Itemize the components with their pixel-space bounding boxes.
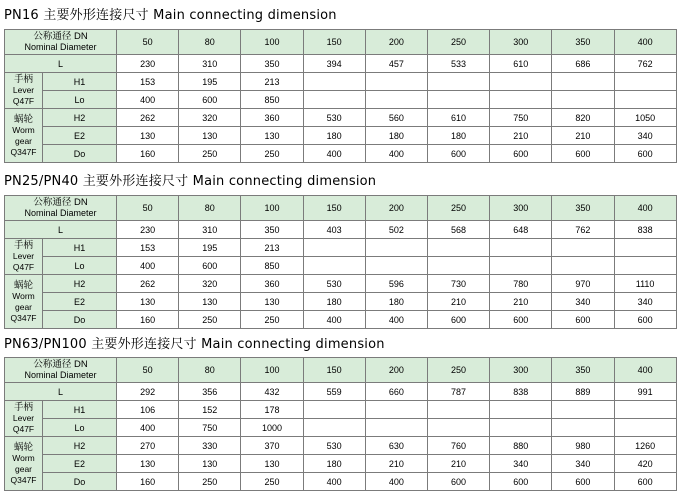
E2-value: 130 — [117, 455, 179, 473]
table-row — [5, 91, 677, 109]
L-value: 648 — [490, 221, 552, 239]
H2-value: 750 — [490, 109, 552, 127]
worm-cn: 蜗轮 — [13, 279, 33, 291]
Do-value: 600 — [427, 473, 489, 491]
L-value: 403 — [303, 221, 365, 239]
worm-en: Worm gear — [12, 124, 35, 146]
Do-value: 400 — [303, 145, 365, 163]
H1-value — [490, 401, 552, 419]
nominal-diameter-en: Nominal Diameter — [24, 208, 97, 218]
Do-value: 160 — [117, 311, 179, 329]
H1-value — [552, 239, 614, 257]
L-value: 350 — [241, 55, 303, 73]
L-value: 889 — [552, 383, 614, 401]
H1-value — [427, 401, 489, 419]
L-value: 230 — [117, 55, 179, 73]
row-label-H1: H1 — [43, 401, 117, 419]
Lo-value — [490, 419, 552, 437]
dn-value: 250 — [427, 196, 489, 221]
Do-value: 160 — [117, 145, 179, 163]
Do-value: 600 — [490, 473, 552, 491]
dn-value: 200 — [365, 358, 427, 383]
dn-value: 200 — [365, 30, 427, 55]
dn-value: 150 — [303, 196, 365, 221]
worm-gear-group-label — [5, 109, 43, 163]
row-label-L: L — [5, 383, 117, 401]
L-value: 310 — [179, 221, 241, 239]
H2-value: 970 — [552, 275, 614, 293]
L-value: 292 — [117, 383, 179, 401]
nominal-diameter-en: Nominal Diameter — [24, 42, 97, 52]
section-title: PN16 主要外形连接尺寸 Main connecting dimension — [4, 8, 337, 23]
row-label-H2: H2 — [43, 437, 117, 455]
dn-value: 300 — [490, 196, 552, 221]
L-value: 762 — [614, 55, 676, 73]
nominal-diameter-cn: 公称通径 DN — [33, 31, 88, 42]
lever-en: Lever Q47F — [12, 85, 35, 106]
dn-value: 80 — [179, 30, 241, 55]
Lo-value: 400 — [117, 257, 179, 275]
H2-value: 560 — [365, 109, 427, 127]
dimension-table — [4, 195, 677, 329]
dn-value: 350 — [552, 358, 614, 383]
Lo-value — [552, 257, 614, 275]
L-value: 457 — [365, 55, 427, 73]
L-value: 394 — [303, 55, 365, 73]
L-value: 610 — [490, 55, 552, 73]
dn-value: 250 — [427, 30, 489, 55]
L-value: 686 — [552, 55, 614, 73]
Lo-value: 400 — [117, 419, 179, 437]
dn-value: 50 — [117, 30, 179, 55]
dn-value: 150 — [303, 30, 365, 55]
Do-value: 250 — [241, 145, 303, 163]
H2-value: 630 — [365, 437, 427, 455]
lever-cn: 手柄 — [13, 240, 33, 251]
dn-value: 100 — [241, 30, 303, 55]
section-title: PN63/PN100 主要外形连接尺寸 Main connecting dimension — [4, 337, 385, 352]
worm-model: Q347F — [10, 312, 37, 323]
E2-value: 340 — [490, 455, 552, 473]
Do-value: 600 — [614, 311, 676, 329]
Lo-value: 600 — [179, 257, 241, 275]
dn-value: 80 — [179, 358, 241, 383]
H2-value: 330 — [179, 437, 241, 455]
row-label-H1: H1 — [43, 73, 117, 91]
Do-value: 600 — [552, 145, 614, 163]
H1-value — [303, 401, 365, 419]
H1-value: 195 — [179, 73, 241, 91]
Lo-value — [427, 419, 489, 437]
H2-value: 760 — [427, 437, 489, 455]
table-header-row — [5, 358, 677, 383]
worm-cn: 蜗轮 — [13, 441, 33, 453]
H1-value: 153 — [117, 73, 179, 91]
E2-value: 180 — [365, 127, 427, 145]
L-value: 568 — [427, 221, 489, 239]
H1-value — [303, 239, 365, 257]
table-row — [5, 383, 677, 401]
dn-value: 50 — [117, 358, 179, 383]
Do-value: 400 — [303, 311, 365, 329]
L-value: 559 — [303, 383, 365, 401]
dn-value: 80 — [179, 196, 241, 221]
H1-value: 213 — [241, 239, 303, 257]
dn-value: 50 — [117, 196, 179, 221]
Lo-value — [303, 91, 365, 109]
nominal-diameter-en: Nominal Diameter — [24, 370, 97, 380]
H2-value: 880 — [490, 437, 552, 455]
table-row — [5, 419, 677, 437]
H2-value: 262 — [117, 275, 179, 293]
worm-en: Worm gear — [12, 452, 35, 474]
Lo-value — [614, 419, 676, 437]
nominal-diameter-cn: 公称通径 DN — [33, 359, 88, 370]
H1-value: 213 — [241, 73, 303, 91]
H1-value — [552, 401, 614, 419]
table-row — [5, 311, 677, 329]
Lo-value — [552, 419, 614, 437]
H1-value: 153 — [117, 239, 179, 257]
Do-value: 600 — [490, 145, 552, 163]
dn-value: 100 — [241, 196, 303, 221]
Lo-value — [490, 257, 552, 275]
E2-value: 210 — [490, 293, 552, 311]
L-value: 762 — [552, 221, 614, 239]
Do-value: 400 — [303, 473, 365, 491]
lever-group-label — [5, 239, 43, 275]
table-row — [5, 73, 677, 91]
worm-gear-group-label — [5, 437, 43, 491]
H1-value — [303, 73, 365, 91]
Lo-value: 400 — [117, 91, 179, 109]
H1-value — [365, 239, 427, 257]
row-label-H2: H2 — [43, 275, 117, 293]
dimension-table — [4, 29, 677, 163]
row-label-H2: H2 — [43, 109, 117, 127]
H2-value: 1110 — [614, 275, 676, 293]
dn-value: 350 — [552, 30, 614, 55]
dn-value: 400 — [614, 196, 676, 221]
Lo-value — [365, 91, 427, 109]
Do-value: 400 — [365, 473, 427, 491]
Lo-value — [303, 419, 365, 437]
row-label-Do: Do — [43, 145, 117, 163]
L-value: 502 — [365, 221, 427, 239]
E2-value: 180 — [365, 293, 427, 311]
L-value: 350 — [241, 221, 303, 239]
E2-value: 210 — [427, 293, 489, 311]
Lo-value: 750 — [179, 419, 241, 437]
H2-value: 270 — [117, 437, 179, 455]
H1-value: 178 — [241, 401, 303, 419]
table-row — [5, 455, 677, 473]
H1-value — [365, 401, 427, 419]
H2-value: 780 — [490, 275, 552, 293]
dn-value: 100 — [241, 358, 303, 383]
row-label-Lo: Lo — [43, 257, 117, 275]
Lo-value: 850 — [241, 91, 303, 109]
H1-value — [614, 73, 676, 91]
Do-value: 400 — [365, 311, 427, 329]
E2-value: 180 — [427, 127, 489, 145]
L-value: 356 — [179, 383, 241, 401]
Lo-value: 1000 — [241, 419, 303, 437]
E2-value: 210 — [552, 127, 614, 145]
Do-value: 250 — [241, 473, 303, 491]
row-label-L: L — [5, 55, 117, 73]
row-label-L: L — [5, 221, 117, 239]
L-value: 838 — [490, 383, 552, 401]
lever-cn: 手柄 — [13, 402, 33, 413]
H1-value — [490, 73, 552, 91]
E2-value: 210 — [427, 455, 489, 473]
lever-group-label — [5, 401, 43, 437]
H2-value: 262 — [117, 109, 179, 127]
dn-value: 150 — [303, 358, 365, 383]
L-value: 310 — [179, 55, 241, 73]
E2-value: 210 — [365, 455, 427, 473]
H1-value — [365, 73, 427, 91]
H2-value: 530 — [303, 437, 365, 455]
dn-value: 300 — [490, 358, 552, 383]
row-label-E2: E2 — [43, 455, 117, 473]
H2-value: 1050 — [614, 109, 676, 127]
table-row — [5, 127, 677, 145]
Do-value: 600 — [552, 473, 614, 491]
E2-value: 420 — [614, 455, 676, 473]
Do-value: 250 — [179, 473, 241, 491]
L-value: 838 — [614, 221, 676, 239]
section-title: PN25/PN40 主要外形连接尺寸 Main connecting dimension — [4, 174, 377, 189]
dn-value: 400 — [614, 358, 676, 383]
Lo-value — [614, 91, 676, 109]
Do-value: 600 — [490, 311, 552, 329]
dn-value: 250 — [427, 358, 489, 383]
H2-value: 320 — [179, 275, 241, 293]
E2-value: 210 — [490, 127, 552, 145]
table-row — [5, 239, 677, 257]
Lo-value — [427, 257, 489, 275]
row-label-E2: E2 — [43, 293, 117, 311]
E2-value: 130 — [117, 293, 179, 311]
H1-value — [552, 73, 614, 91]
Lo-value — [365, 257, 427, 275]
dn-value: 350 — [552, 196, 614, 221]
table-row — [5, 275, 677, 293]
nominal-diameter-header — [5, 196, 117, 221]
table-row — [5, 401, 677, 419]
worm-model: Q347F — [10, 474, 37, 485]
E2-value: 340 — [614, 293, 676, 311]
Do-value: 600 — [552, 311, 614, 329]
dn-value: 400 — [614, 30, 676, 55]
Do-value: 160 — [117, 473, 179, 491]
H1-value — [490, 239, 552, 257]
Lo-value — [614, 257, 676, 275]
worm-model: Q347F — [10, 146, 37, 157]
table-row — [5, 55, 677, 73]
table-row — [5, 145, 677, 163]
H2-value: 596 — [365, 275, 427, 293]
H2-value: 1260 — [614, 437, 676, 455]
L-value: 660 — [365, 383, 427, 401]
Lo-value: 600 — [179, 91, 241, 109]
E2-value: 180 — [303, 455, 365, 473]
dn-value: 300 — [490, 30, 552, 55]
H1-value — [614, 239, 676, 257]
E2-value: 130 — [241, 127, 303, 145]
worm-gear-group-label — [5, 275, 43, 329]
Do-value: 600 — [427, 145, 489, 163]
L-value: 787 — [427, 383, 489, 401]
row-label-E2: E2 — [43, 127, 117, 145]
row-label-Do: Do — [43, 473, 117, 491]
H1-value: 106 — [117, 401, 179, 419]
H2-value: 610 — [427, 109, 489, 127]
Lo-value — [552, 91, 614, 109]
H2-value: 360 — [241, 275, 303, 293]
lever-en: Lever Q47F — [12, 251, 35, 272]
table-row — [5, 221, 677, 239]
L-value: 991 — [614, 383, 676, 401]
Do-value: 600 — [614, 145, 676, 163]
table-row — [5, 293, 677, 311]
H1-value — [427, 73, 489, 91]
table-header-row — [5, 30, 677, 55]
table-header-row — [5, 196, 677, 221]
Do-value: 600 — [614, 473, 676, 491]
table-row — [5, 257, 677, 275]
row-label-H1: H1 — [43, 239, 117, 257]
Lo-value — [303, 257, 365, 275]
table-row — [5, 109, 677, 127]
Lo-value — [490, 91, 552, 109]
Do-value: 250 — [179, 145, 241, 163]
nominal-diameter-header — [5, 358, 117, 383]
H2-value: 820 — [552, 109, 614, 127]
H2-value: 370 — [241, 437, 303, 455]
H1-value: 195 — [179, 239, 241, 257]
L-value: 533 — [427, 55, 489, 73]
E2-value: 340 — [552, 293, 614, 311]
Lo-value — [365, 419, 427, 437]
dimension-table — [4, 357, 677, 491]
lever-cn: 手柄 — [13, 74, 33, 85]
E2-value: 130 — [179, 293, 241, 311]
E2-value: 130 — [179, 127, 241, 145]
H2-value: 980 — [552, 437, 614, 455]
nominal-diameter-cn: 公称通径 DN — [33, 197, 88, 208]
H1-value — [614, 401, 676, 419]
H1-value: 152 — [179, 401, 241, 419]
H2-value: 530 — [303, 109, 365, 127]
H1-value — [427, 239, 489, 257]
Lo-value: 850 — [241, 257, 303, 275]
E2-value: 130 — [179, 455, 241, 473]
Do-value: 400 — [365, 145, 427, 163]
lever-group-label — [5, 73, 43, 109]
E2-value: 130 — [241, 455, 303, 473]
L-value: 230 — [117, 221, 179, 239]
E2-value: 180 — [303, 293, 365, 311]
E2-value: 340 — [614, 127, 676, 145]
H2-value: 320 — [179, 109, 241, 127]
worm-en: Worm gear — [12, 290, 35, 312]
Lo-value — [427, 91, 489, 109]
H2-value: 730 — [427, 275, 489, 293]
E2-value: 130 — [241, 293, 303, 311]
row-label-Lo: Lo — [43, 419, 117, 437]
row-label-Do: Do — [43, 311, 117, 329]
table-row — [5, 437, 677, 455]
nominal-diameter-header — [5, 30, 117, 55]
E2-value: 130 — [117, 127, 179, 145]
dn-value: 200 — [365, 196, 427, 221]
L-value: 432 — [241, 383, 303, 401]
E2-value: 340 — [552, 455, 614, 473]
H2-value: 530 — [303, 275, 365, 293]
E2-value: 180 — [303, 127, 365, 145]
Do-value: 250 — [179, 311, 241, 329]
H2-value: 360 — [241, 109, 303, 127]
row-label-Lo: Lo — [43, 91, 117, 109]
Do-value: 250 — [241, 311, 303, 329]
worm-cn: 蜗轮 — [13, 113, 33, 125]
Do-value: 600 — [427, 311, 489, 329]
lever-en: Lever Q47F — [12, 413, 35, 434]
